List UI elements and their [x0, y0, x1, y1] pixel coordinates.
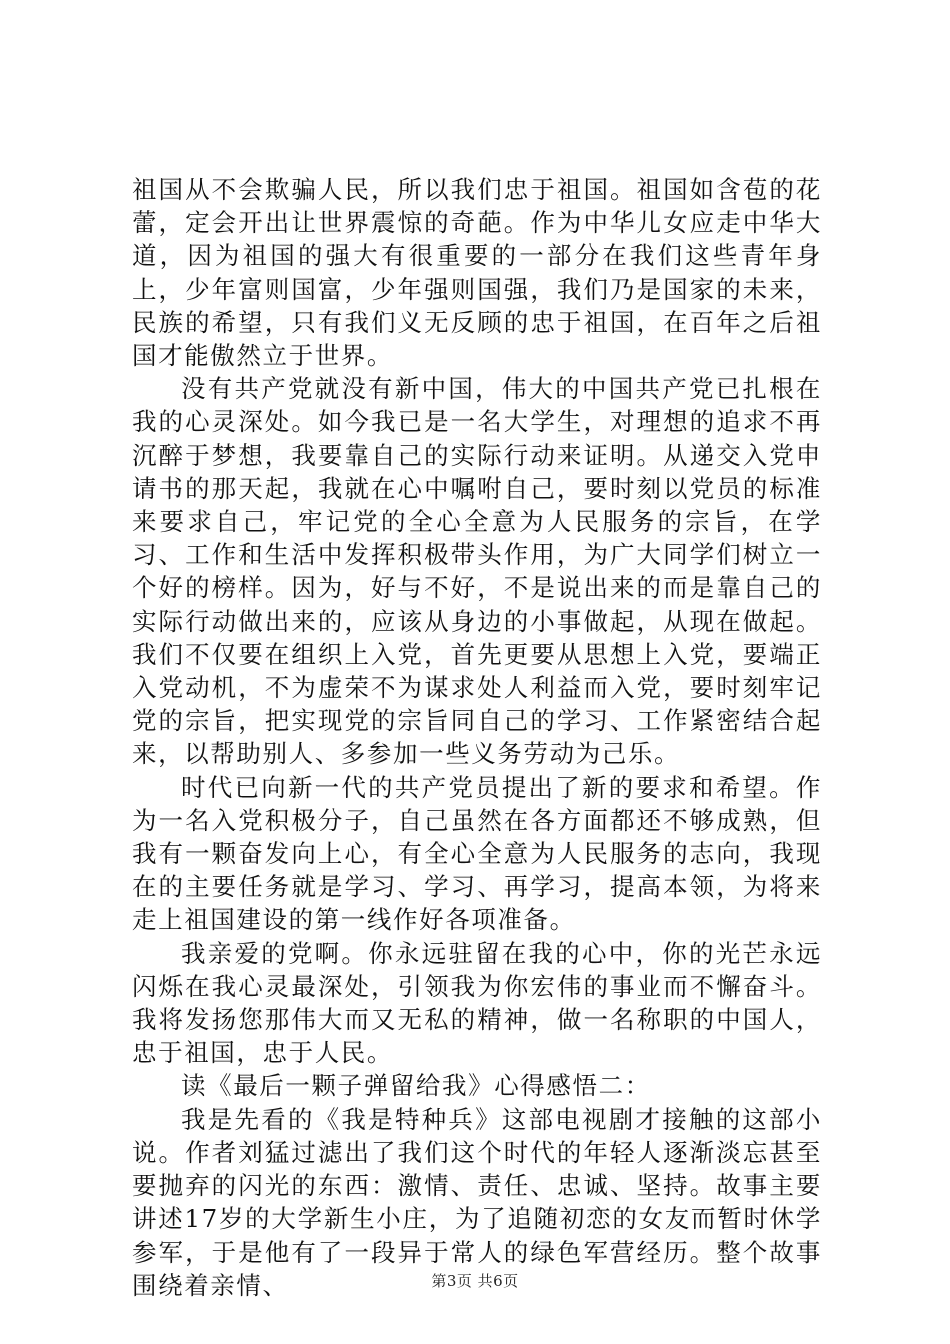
paragraph: 时代已向新一代的共产党员提出了新的要求和希望。作为一名入党积极分子，自己虽然在各方面都还不够成熟，但我有一颗奋发向上心，有全心全意为人民服务的志向，我现在的主要任务就是学习、学习、再学习，提高本领，为将来走上祖国建设的第一线作好各项准备。: [132, 772, 822, 935]
document-body: [132, 173, 822, 1302]
paragraph: 我是先看的《我是特种兵》这部电视剧才接触的这部小说。作者刘猛过滤出了我们这个时代的年轻人逐渐淡忘甚至要抛弃的闪光的东西：激情、责任、忠诚、坚持。故事主要讲述17岁的大学新生小庄，为了追随初恋的女友而暂时休学参军，于是他有了一段异于常人的绿色军营经历。整个故事围绕着亲情、: [132, 1104, 822, 1300]
paragraph: 我亲爱的党啊。你永远驻留在我的心中，你的光芒永远闪烁在我心灵最深处，引领我为你宏伟的事业而不懈奋斗。我将发扬您那伟大而又无私的精神，做一名称职的中国人，忠于祖国，忠于人民。: [132, 938, 822, 1068]
page-number-footer: 第3页 共6页: [431, 1272, 519, 1290]
paragraph: 没有共产党就没有新中国，伟大的中国共产党已扎根在我的心灵深处。如今我已是一名大学生，对理想的追求不再沉醉于梦想，我要靠自己的实际行动来证明。从递交入党申请书的那天起，我就在心中嘱咐自己，要时刻以党员的标准来要求自己，牢记党的全心全意为人民服务的宗旨，在学习、工作和生活中发挥积极带头作用，为广大同学们树立一个好的榜样。因为，好与不好，不是说出来的而是靠自己的实际行动做出来的，应该从身边的小事做起，从现在做起。我们不仅要在组织上入党，首先更要从思想上入党，要端正入党动机，不为虚荣不为谋求处人利益而入党，要时刻牢记党的宗旨，把实现党的宗旨同自己的学习、工作紧密结合起来，以帮助别人、多参加一些义务劳动为己乐。: [132, 374, 822, 769]
section-heading: 读《最后一颗子弹留给我》心得感悟二：: [181, 1071, 651, 1101]
paragraph-continuation: 祖国从不会欺骗人民，所以我们忠于祖国。祖国如含苞的花蕾，定会开出让世界震惊的奇葩。作为中华儿女应走中华大道，因为祖国的强大有很重要的一部分在我们这些青年身上，少年富则国富，少年强则国强，我们乃是国家的未来，民族的希望，只有我们义无反顾的忠于祖国，在百年之后祖国才能傲然立于世界。: [132, 175, 822, 371]
